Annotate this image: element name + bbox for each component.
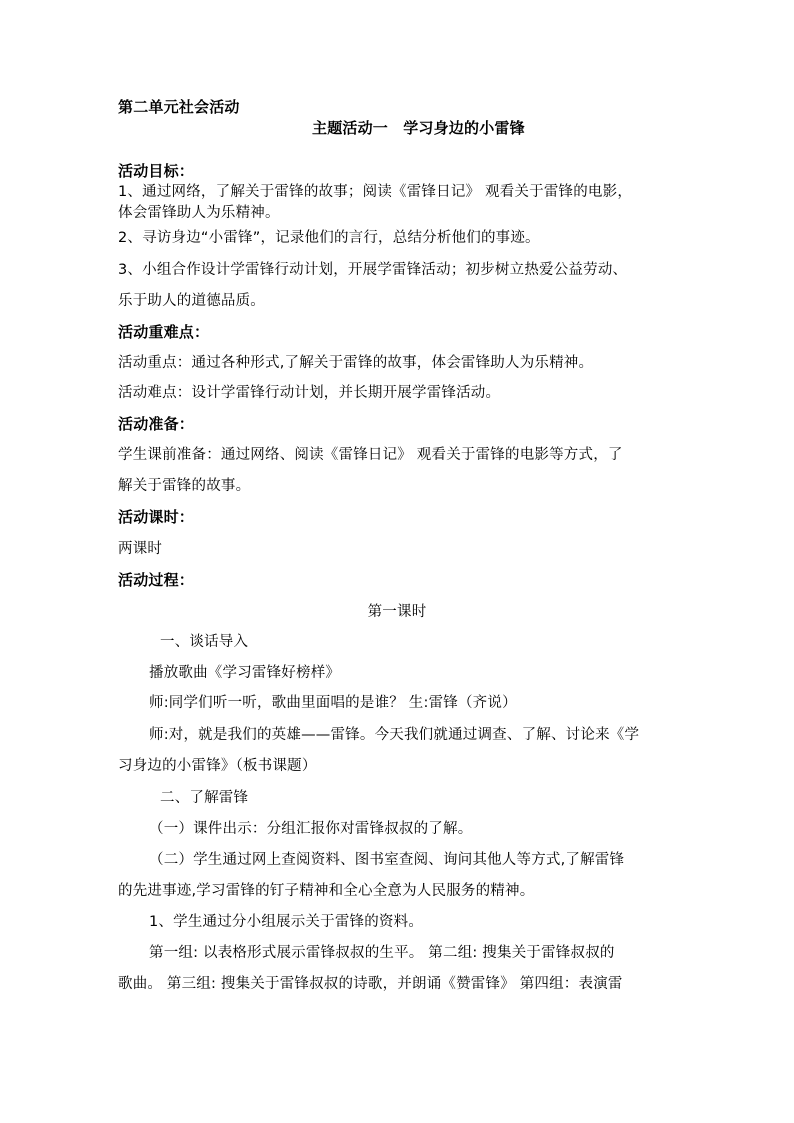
- unit-title: 第二单元社会活动: [118, 98, 240, 116]
- preparation-line-2: 解关于雷锋的故事。: [118, 478, 251, 494]
- duration-heading: 活动课时：: [118, 508, 195, 526]
- lesson-title: 第一课时: [367, 604, 427, 620]
- difficulty-text: 活动难点：设计学雷锋行动计划，并长期开展学雷锋活动。: [118, 385, 501, 401]
- song-line: 播放歌曲《学习雷锋好榜样》: [149, 665, 341, 681]
- dialog-1: 师:同学们听一听，歌曲里面唱的是谁？ 生:雷锋（齐说）: [149, 695, 517, 711]
- groups-line-1: 第一组: 以表格形式展示雷锋叔叔的生平。 第二组: 搜集关于雷锋叔叔的: [149, 945, 615, 961]
- groups-line-2: 歌曲。 第三组: 搜集关于雷锋叔叔的诗歌，并朗诵《赞雷锋》 第四组：表演雷: [118, 976, 623, 992]
- preparation-heading: 活动准备：: [118, 415, 195, 433]
- goal-1-line-2: 体会雷锋助人为乐精神。: [118, 205, 280, 221]
- goal-3-line-2: 乐于助人的道德品质。: [118, 293, 265, 309]
- item-2-line-2: 的先进事迹,学习雷锋的钉子精神和全心全意为人民服务的精神。: [118, 883, 535, 899]
- duration-value: 两课时: [118, 541, 163, 557]
- theme-title: 主题活动一 学习身边的小雷锋: [312, 119, 525, 137]
- key-points-heading: 活动重难点：: [118, 323, 210, 341]
- goal-2: 2、寻访身边“小雷锋”，记录他们的言行，总结分析他们的事迹。: [118, 230, 540, 246]
- section-1-heading: 一、谈话导入: [160, 634, 249, 650]
- item-1: （一）课件出示：分组汇报你对雷锋叔叔的了解。: [149, 821, 473, 837]
- preparation-line-1: 学生课前准备：通过网络、阅读《雷锋日记》 观看关于雷锋的电影等方式，了: [118, 447, 623, 463]
- goal-1-line-1: 1、通过网络，了解关于雷锋的故事；阅读《雷锋日记》 观看关于雷锋的电影，: [118, 184, 633, 200]
- goal-3-line-1: 3、小组合作设计学雷锋行动计划，开展学雷锋活动；初步树立热爱公益劳动、: [118, 262, 628, 278]
- dialog-2-line-2: 习身边的小雷锋》（板书课题）: [118, 758, 317, 774]
- goals-heading: 活动目标：: [118, 162, 195, 180]
- point-1: 1、学生通过分小组展示关于雷锋的资料。: [149, 914, 424, 930]
- item-2-line-1: （二）学生通过网上查阅资料、图书室查阅、询问其他人等方式,了解雷锋: [149, 852, 625, 868]
- dialog-2-line-1: 师:对，就是我们的英雄——雷锋。今天我们就通过调查、了解、讨论来《学: [149, 727, 640, 743]
- focus-text: 活动重点：通过各种形式,了解关于雷锋的故事，体会雷锋助人为乐精神。: [118, 355, 594, 371]
- section-2-heading: 二、了解雷锋: [160, 790, 249, 806]
- process-heading: 活动过程：: [118, 571, 195, 589]
